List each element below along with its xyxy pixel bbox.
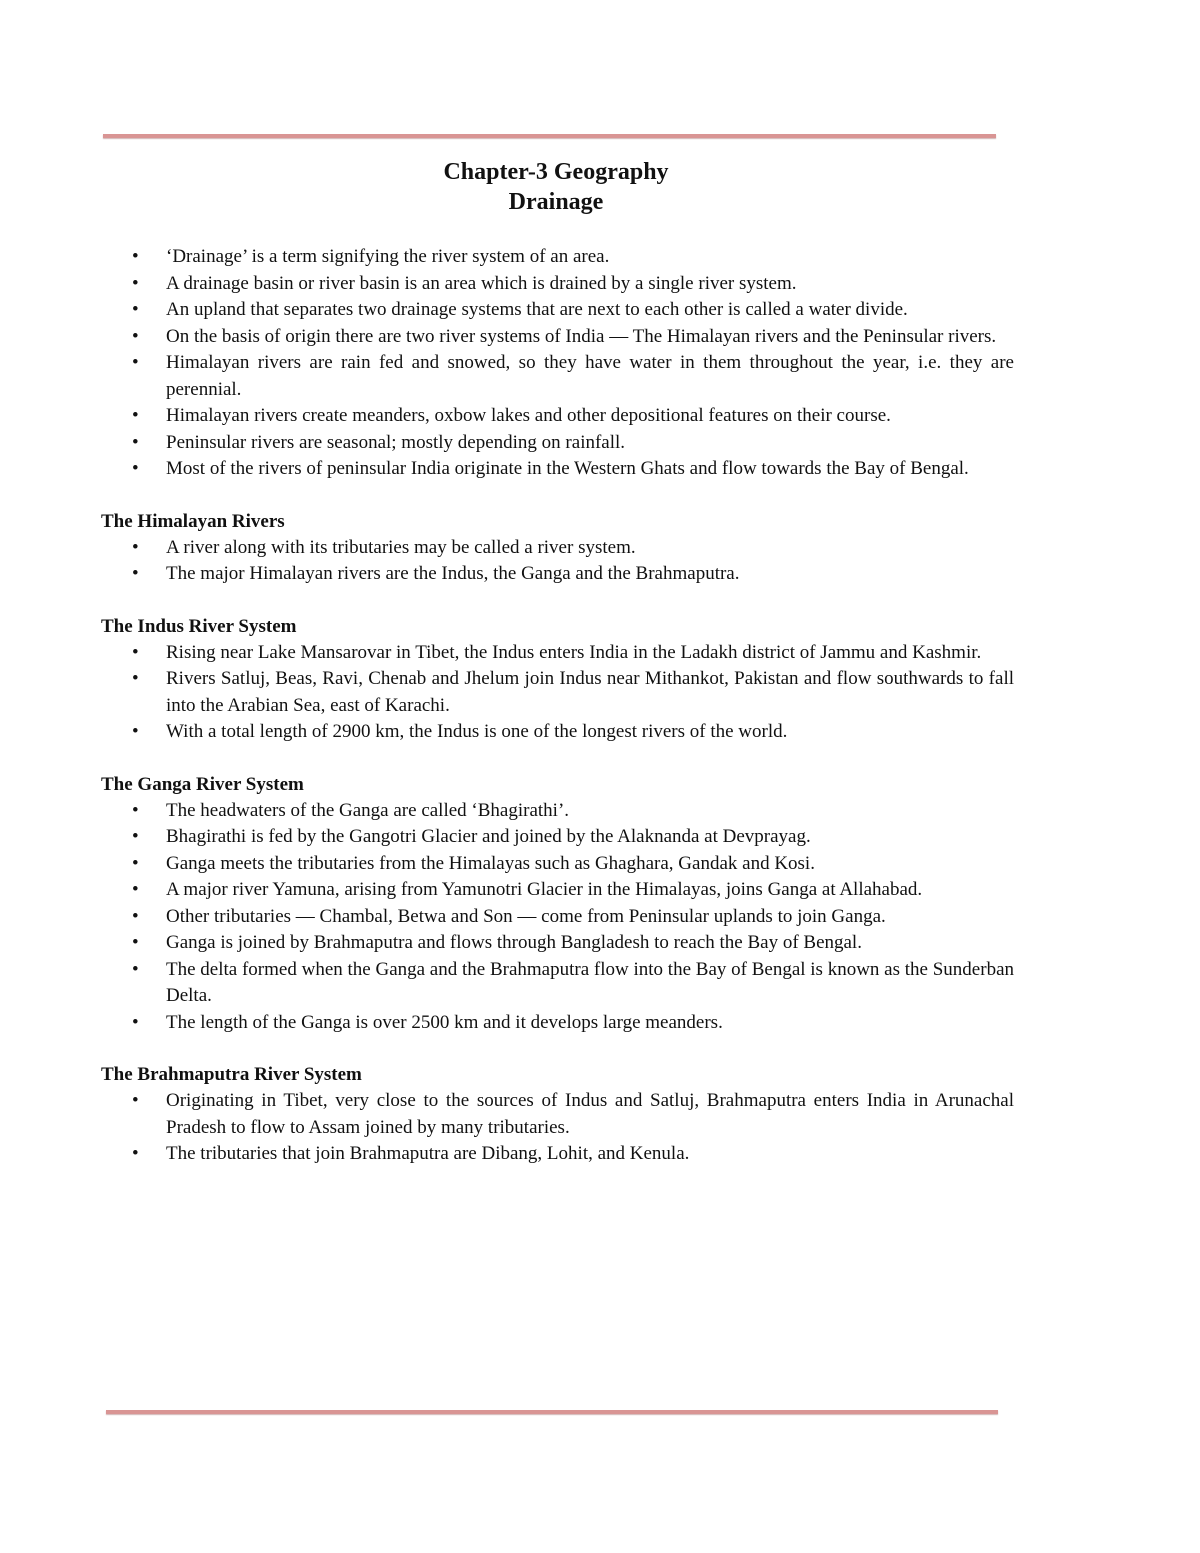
list-item: • Rising near Lake Mansarovar in Tibet, the Indus enters India in the Ladakh district of Jammu and Kashmir. [101, 640, 1014, 667]
intro-list [101, 244, 1014, 483]
list-item: • Ganga meets the tributaries from the Himalayas such as Ghaghara, Gandak and Kosi. [101, 851, 1014, 878]
bullet-icon: • [132, 641, 139, 663]
bullet-icon: • [132, 852, 139, 874]
list-item: • Himalayan rivers create meanders, oxbow lakes and other depositional features on their course. [101, 403, 1014, 430]
bullet-icon: • [132, 826, 139, 847]
list-item: • The major Himalayan rivers are the Indus, the Ganga and the Brahmaputra. [101, 561, 1014, 588]
bullet-icon: • [132, 1143, 139, 1164]
chapter-title: Chapter-3 Geography [443, 159, 669, 185]
bullet-icon: • [132, 1090, 139, 1111]
bullet-icon: • [132, 405, 139, 426]
list-item: • ‘Drainage’ is a term signifying the river system of an area. [101, 244, 1014, 271]
section-heading-ganga: The Ganga River System [101, 773, 304, 795]
list-item: • Bhagirathi is fed by the Gangotri Glacier and joined by the Alaknanda at Devprayag. [101, 824, 1014, 851]
top-divider [103, 134, 996, 138]
section-heading-brahmaputra: The Brahmaputra River System [101, 1064, 362, 1085]
list-item: • Peninsular rivers are seasonal; mostly depending on rainfall. [101, 430, 1014, 457]
section-heading-indus: The Indus River System [101, 615, 297, 637]
bullet-icon: • [132, 799, 139, 821]
document-body [101, 244, 1014, 1168]
list-item: • A major river Yamuna, arising from Yamunotri Glacier in the Himalayas, joins Ganga at Allahabad. [101, 877, 1014, 904]
himalayan-list [101, 535, 1014, 588]
list-item: • A river along with its tributaries may be called a river system. [101, 535, 1014, 562]
list-item: • A drainage basin or river basin is an area which is drained by a single river system. [101, 271, 1014, 298]
list-item: • The headwaters of the Ganga are called ‘Bhagirathi’. [101, 798, 1014, 825]
bullet-icon: • [132, 721, 139, 742]
section-heading-himalayan: The Himalayan Rivers [101, 510, 285, 532]
topic-title: Drainage [508, 189, 604, 215]
indus-list [101, 640, 1014, 746]
bullet-icon: • [132, 246, 139, 267]
list-item: • Other tributaries — Chambal, Betwa and Son — come from Peninsular uplands to join Ganga. [101, 904, 1014, 931]
bullet-icon: • [132, 932, 139, 953]
bullet-icon: • [132, 325, 139, 347]
bullet-icon: • [132, 272, 139, 294]
bullet-icon: • [132, 352, 139, 373]
list-item: • The delta formed when the Ganga and the Brahmaputra flow into the Bay of Bengal is known as the Sunderban Delta. [132, 958, 1014, 1006]
list-item: • The length of the Ganga is over 2500 km and it develops large meanders. [101, 1010, 1014, 1037]
bullet-icon: • [132, 536, 139, 558]
brahmaputra-list [101, 1088, 1014, 1168]
bullet-icon: • [132, 905, 139, 927]
list-item: • An upland that separates two drainage systems that are next to each other is called a water divide. [101, 297, 1014, 324]
bullet-icon: • [132, 299, 139, 320]
bottom-divider [106, 1410, 998, 1414]
list-item: • With a total length of 2900 km, the Indus is one of the longest rivers of the world. [101, 719, 1014, 746]
bullet-icon: • [132, 879, 139, 900]
list-item: • On the basis of origin there are two river systems of India — The Himalayan rivers and the Peninsular rivers. [101, 324, 1014, 351]
bullet-icon: • [132, 958, 139, 980]
bullet-icon: • [132, 1011, 139, 1033]
list-item: • Rivers Satluj, Beas, Ravi, Chenab and Jhelum join Indus near Mithankot, Pakistan and flow southwards to fall into the Arabian Sea, east of Karachi. [132, 668, 1014, 716]
list-item: • Ganga is joined by Brahmaputra and flows through Bangladesh to reach the Bay of Bengal. [101, 930, 1014, 957]
bullet-icon: • [132, 563, 139, 584]
bullet-icon: • [132, 458, 139, 479]
list-item: • Most of the rivers of peninsular India originate in the Western Ghats and flow towards the Bay of Bengal. [101, 456, 1014, 483]
list-item: • Himalayan rivers are rain fed and snowed, so they have water in them throughout the year, i.e. they are perennial. [132, 352, 1014, 400]
bullet-icon: • [132, 431, 139, 453]
bullet-icon: • [132, 668, 139, 689]
ganga-list [101, 798, 1014, 1037]
page-title [0, 157, 1112, 217]
list-item: • Originating in Tibet, very close to the sources of Indus and Satluj, Brahmaputra enters India in Arunachal Pradesh to flow to Assam joined by many tributaries. [132, 1090, 1014, 1138]
list-item: • The tributaries that join Brahmaputra are Dibang, Lohit, and Kenula. [101, 1141, 1014, 1168]
